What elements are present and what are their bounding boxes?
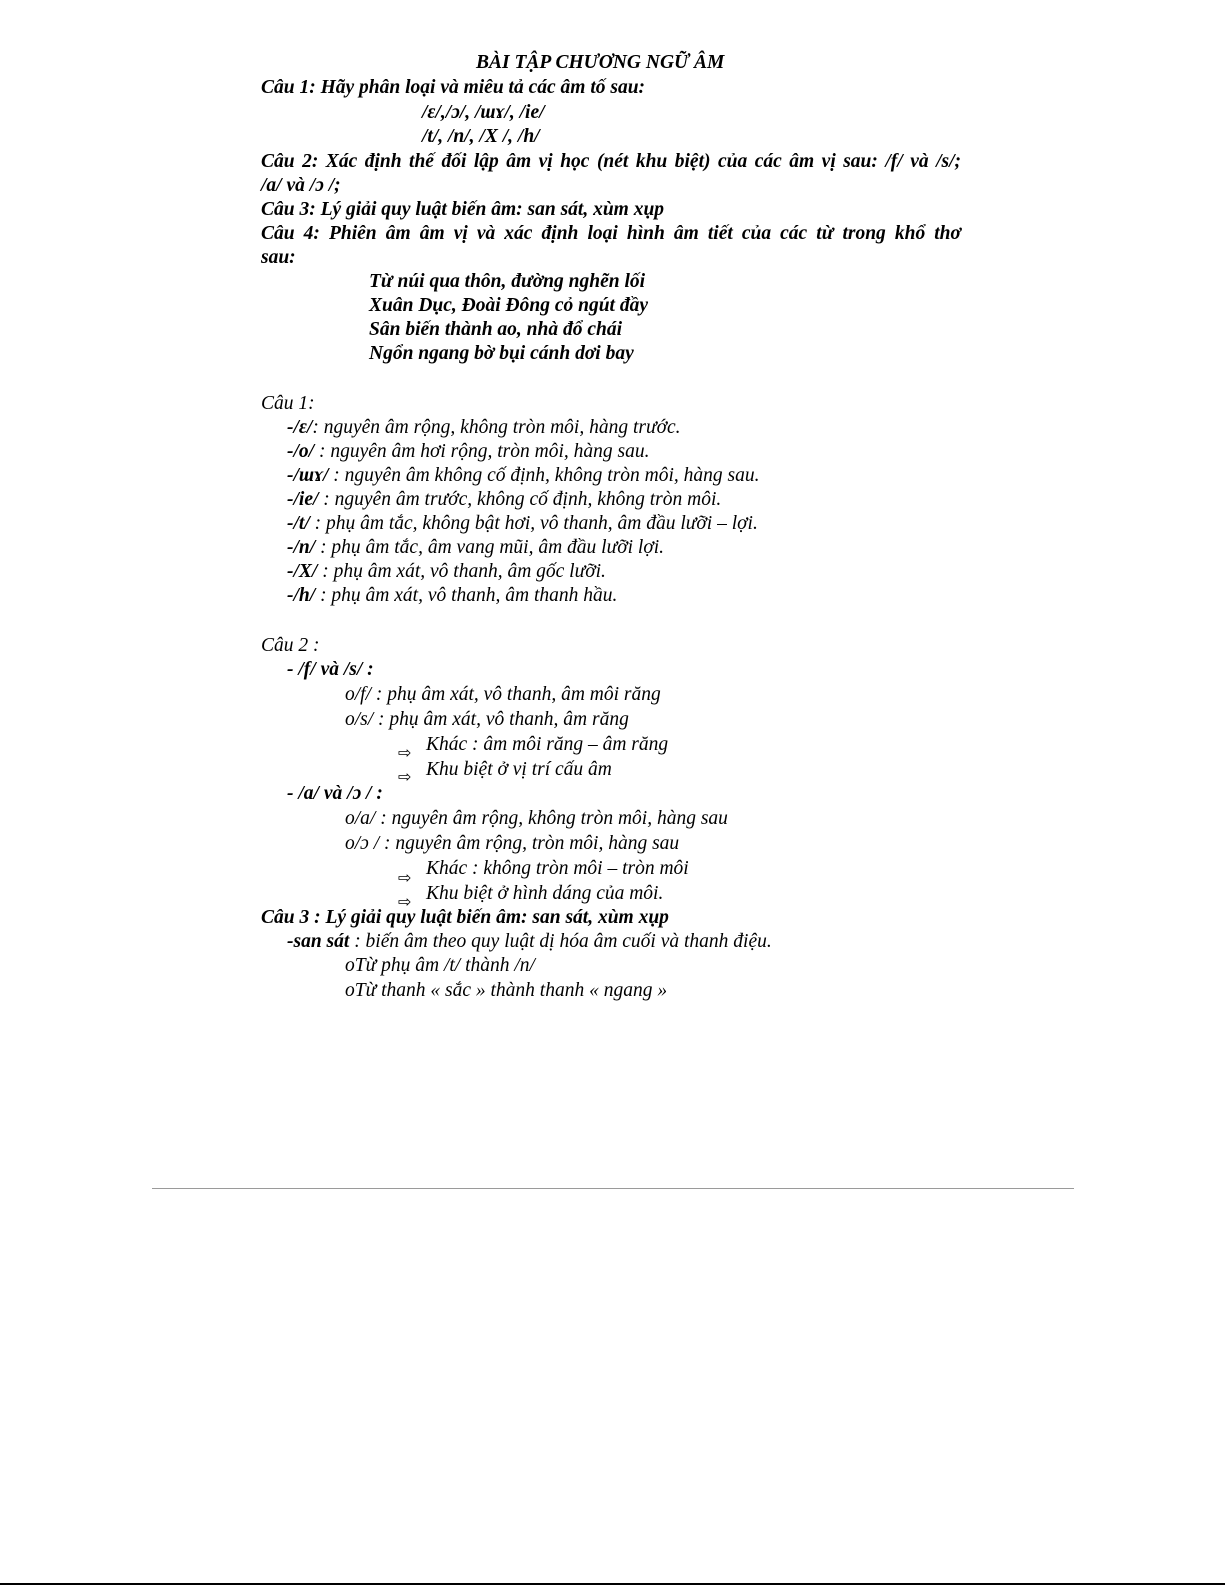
phoneme-symbol: -/X/ <box>287 561 318 582</box>
answer-2-f-description: o/f/ : phụ âm xát, vô thanh, âm môi răng <box>345 684 661 705</box>
page-divider <box>152 1188 1074 1189</box>
phoneme-description: : nguyên âm rộng, không tròn môi, hàng trước. <box>312 417 681 438</box>
answer-1-item <box>287 560 606 584</box>
answer-1-item <box>287 416 681 440</box>
answer-3-san-sat <box>287 930 772 954</box>
answer-3-sub-2: oTừ thanh « sắc » thành thanh « ngang » <box>345 980 668 1001</box>
answer-2-a-description: o/a/ : nguyên âm rộng, không tròn môi, hàng sau <box>345 808 728 829</box>
document-title: BÀI TẬP CHƯƠNG NGỮ ÂM <box>476 52 725 73</box>
arrow-icon: ⇨ <box>398 767 412 786</box>
question-1-vowels: /ɛ/,/ɔ/, /ɯɤ/, /ie/ <box>422 102 545 123</box>
phoneme-description: : phụ âm tắc, không bật hơi, vô thanh, âm đầu lưỡi – lợi. <box>309 513 758 534</box>
question-2-line-1: Câu 2: Xác định thế đối lập âm vị học (nét khu biệt) của các âm vị sau: /f/ và /s/; <box>261 151 961 172</box>
arrow-icon: ⇨ <box>398 892 412 911</box>
arrow-icon: ⇨ <box>398 743 412 762</box>
answer-3-word: -san sát <box>287 931 350 952</box>
answer-1-item <box>287 536 664 560</box>
question-1-consonants: /t/, /n/, /X /, /h/ <box>422 126 540 147</box>
phoneme-symbol: -/h/ <box>287 585 316 606</box>
phoneme-description: : phụ âm tắc, âm vang mũi, âm đầu lưỡi lợi. <box>315 537 665 558</box>
question-4-line-2: sau: <box>261 247 296 268</box>
phoneme-symbol: -/n/ <box>287 537 316 558</box>
phoneme-symbol: -/ɛ/ <box>287 417 313 438</box>
answer-3-sub-1: oTừ phụ âm /t/ thành /n/ <box>345 955 535 976</box>
phoneme-description: : nguyên âm không cố định, không tròn môi, hàng sau. <box>328 465 760 486</box>
poem-line-1: Từ núi qua thôn, đường nghẽn lối <box>369 271 646 292</box>
poem-line-4: Ngổn ngang bờ bụi cánh dơi bay <box>369 343 634 364</box>
answer-3-description: : biến âm theo quy luật dị hóa âm cuối và thanh điệu. <box>349 931 772 952</box>
phoneme-description: : nguyên âm trước, không cố định, không tròn môi. <box>318 489 722 510</box>
question-4-line-1: Câu 4: Phiên âm âm vị và xác định loại hình âm tiết của các từ trong khổ thơ <box>261 223 961 244</box>
phoneme-symbol: -/ie/ <box>287 489 319 510</box>
question-1: Câu 1: Hãy phân loại và miêu tả các âm tố sau: <box>261 77 646 98</box>
answer-1-item <box>287 488 721 512</box>
answer-1-heading: Câu 1: <box>261 393 315 414</box>
poem-line-2: Xuân Dục, Đoài Đông cỏ ngút đầy <box>369 295 648 316</box>
phoneme-description: : phụ âm xát, vô thanh, âm thanh hầu. <box>315 585 618 606</box>
answer-1-item <box>287 512 758 536</box>
question-2-line-2: /a/ và /ɔ /; <box>261 175 341 196</box>
answer-2-s-description: o/s/ : phụ âm xát, vô thanh, âm răng <box>345 709 629 730</box>
arrow-icon: ⇨ <box>398 868 412 887</box>
answer-1-item <box>287 584 617 608</box>
answer-1-item <box>287 440 650 464</box>
question-3: Câu 3: Lý giải quy luật biến âm: san sát, xùm xụp <box>261 199 665 220</box>
answer-3-heading: Câu 3 : Lý giải quy luật biến âm: san sát, xùm xụp <box>261 907 669 928</box>
answer-2-open-o-description: o/ɔ / : nguyên âm rộng, tròn môi, hàng sau <box>345 833 680 854</box>
poem-line-3: Sân biến thành ao, nhà đổ chái <box>369 319 623 340</box>
answer-2-part-2-label: - /a/ và /ɔ / : <box>287 783 383 804</box>
answer-2-part-2-distinction: Khu biệt ở hình dáng của môi. <box>426 883 664 904</box>
phoneme-symbol: -/o/ <box>287 441 315 462</box>
answer-2-part-1-distinction: Khu biệt ở vị trí cấu âm <box>426 759 612 780</box>
phoneme-description: : phụ âm xát, vô thanh, âm gốc lưỡi. <box>317 561 606 582</box>
phoneme-description: : nguyên âm hơi rộng, tròn môi, hàng sau. <box>314 441 650 462</box>
answer-1-item <box>287 464 760 488</box>
answer-2-part-2-difference: Khác : không tròn môi – tròn môi <box>426 858 689 879</box>
phoneme-symbol: -/ɯɤ/ <box>287 465 329 486</box>
answer-2-part-1-difference: Khác : âm môi răng – âm răng <box>426 734 669 755</box>
answer-2-part-1-label: - /f/ và /s/ : <box>287 659 374 680</box>
phoneme-symbol: -/t/ <box>287 513 310 534</box>
answer-2-heading: Câu 2 : <box>261 635 320 656</box>
